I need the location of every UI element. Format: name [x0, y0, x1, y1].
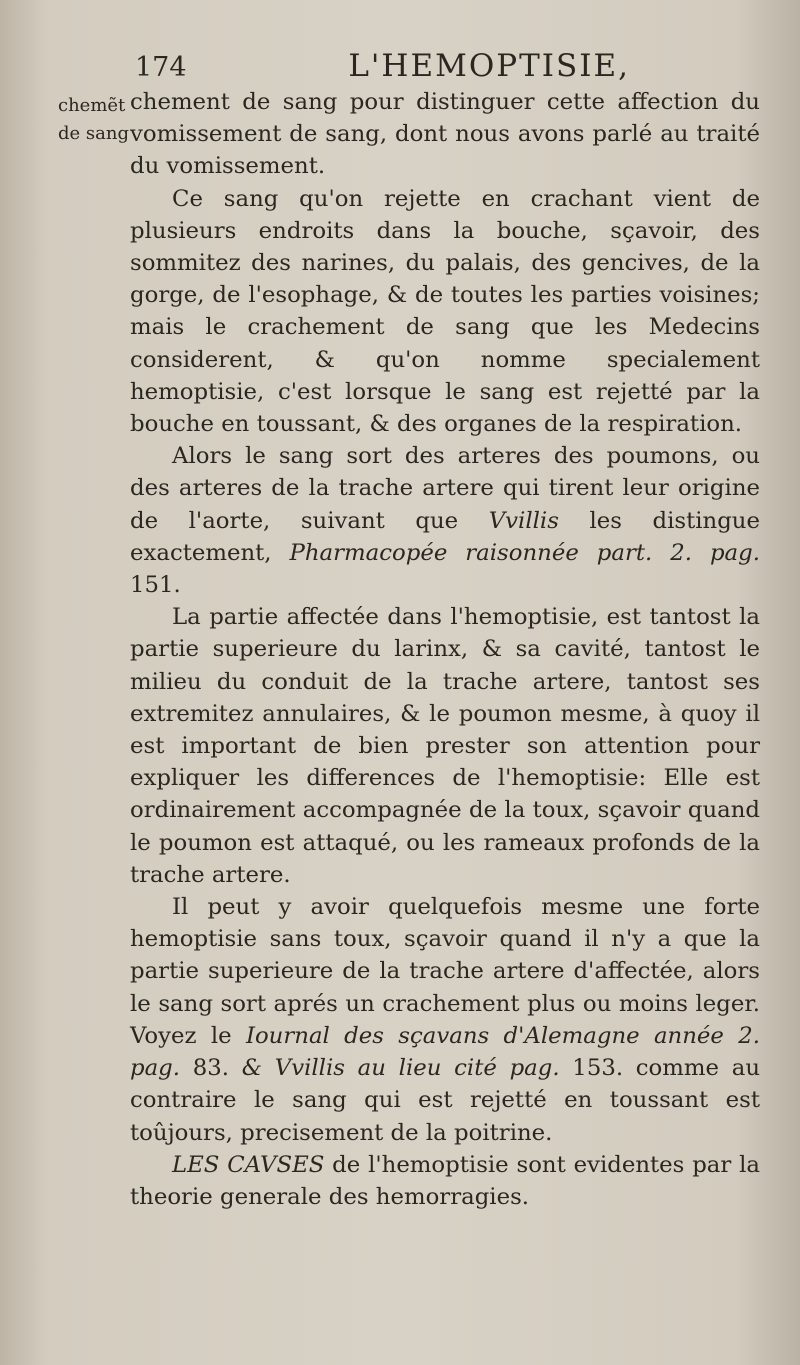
- running-header: [135, 48, 630, 84]
- paragraph: [130, 1149, 760, 1213]
- paragraph: La partie affectée dans l'hemoptisie, est tantost la partie superieure du larinx, & sa cavité, tantost le milieu du conduit de la trache artere, tantost ses extremitez annulaires, & le poumon mesme, à quoy il est important de bien prester son attention pour expliquer les differences de l'hemoptisie: Elle est ordinairement accompagnée de la toux, sçavoir quand le poumon est attaqué, ou les rameaux profonds de la trache artere.: [130, 604, 760, 888]
- italic-heading: LES CAVSES: [172, 1151, 325, 1178]
- paragraph: [130, 440, 760, 601]
- text-run: Alors le sang sort des arteres des poumons, ou des arteres de la trache artere qui tirent leur origine de l'aorte, suivant que: [130, 443, 760, 534]
- text-run: 83.: [180, 1055, 242, 1082]
- text-run: 153. comme au contraire le sang qui est rejetté en toussant est toûjours, precisement de la poitrine.: [130, 1055, 760, 1146]
- margin-note: chemẽt: [58, 95, 126, 116]
- body-text: [130, 86, 760, 1213]
- running-title: L'HEMOPTISIE,: [348, 48, 630, 84]
- paragraph: chement de sang pour distinguer cette affection du vomissement de sang, dont nous avons parlé au traité du vomissement.: [130, 89, 760, 180]
- text-run: les distingue exactement,: [130, 507, 760, 566]
- italic-citation: Pharmacopée raisonnée part. 2. pag.: [289, 539, 760, 566]
- text-run: 151.: [130, 572, 181, 599]
- italic-citation: Iournal des sçavans d'Alemagne année 2. pag.: [130, 1022, 760, 1082]
- text-run: de l'hemoptisie sont evidentes par la theorie generale des hemorragies.: [130, 1151, 760, 1210]
- margin-note: de sang: [58, 123, 129, 144]
- text-run: Il peut y avoir quelquefois mesme une forte hemoptisie sans toux, sçavoir quand il n'y a que la partie superieure de la trache artere d'affectée, alors le sang sort aprés un crachement plus ou moins leger. Voyez le: [130, 894, 760, 1049]
- paragraph: Ce sang qu'on rejette en crachant vient de plusieurs endroits dans la bouche, sçavoir, des sommitez des narines, du palais, des gencives, de la gorge, de l'esophage, & de toutes les parties voisines; mais le crachement de sang que les Medecins considerent, & qu'on nomme specialement hemoptisie, c'est lorsque le sang est rejetté par la bouche en toussant, & des organes de la respiration.: [130, 185, 760, 438]
- italic-citation: & Vvillis au lieu cité pag.: [241, 1055, 560, 1082]
- page-number: 174: [135, 52, 187, 83]
- italic-citation: Vvillis: [488, 507, 559, 534]
- paragraph: [130, 891, 760, 1149]
- margin-notes: [58, 92, 129, 148]
